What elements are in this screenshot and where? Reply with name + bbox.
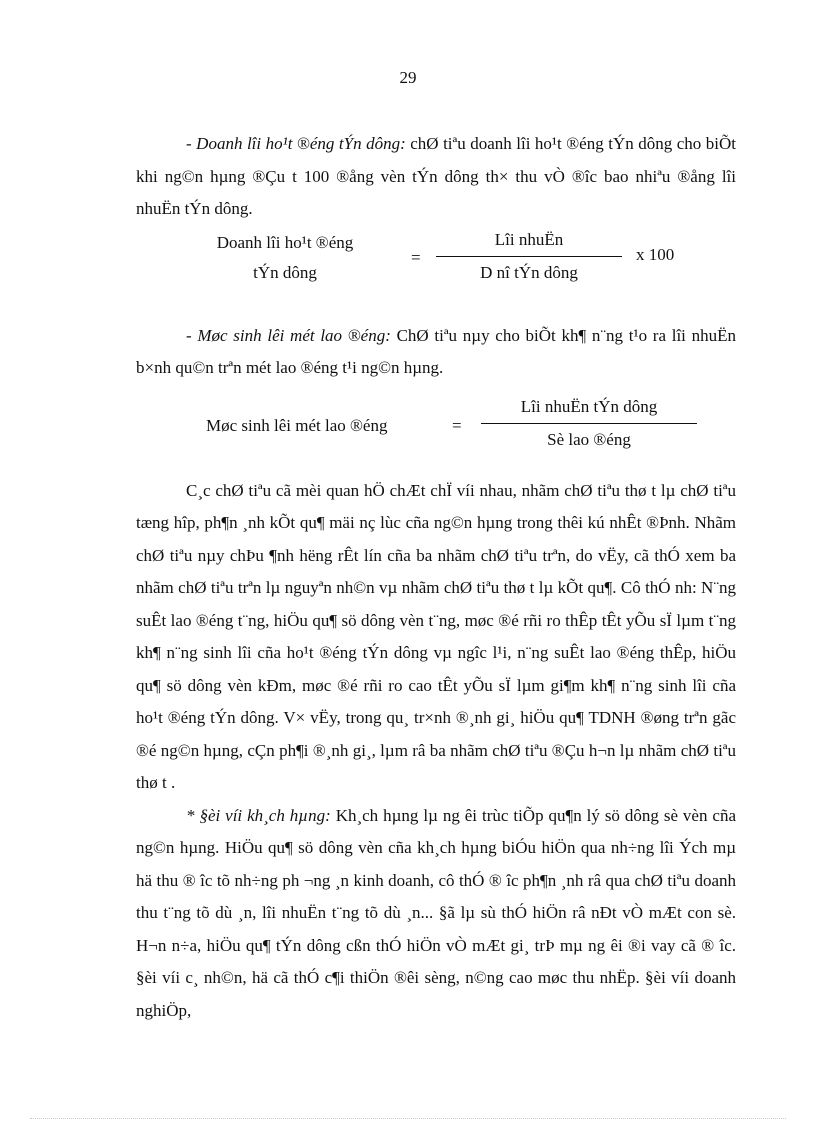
formula-lhs <box>200 228 370 288</box>
paragraph-labor-profit <box>136 320 736 385</box>
formula-lhs-line1: Doanh lîi ho¹t ®éng <box>216 232 354 252</box>
formula-equals: = <box>411 247 421 267</box>
paragraph-text: ChØ tiªu nµy cho biÕt kh¶ n¨ng t¹o ra lîi nhuËn b×nh qu©n trªn mét lao ®éng t¹i ng©n hµng. <box>136 325 736 377</box>
term-credit-profitability: - Doanh lîi ho¹t ®éng tÝn dông: <box>186 134 406 153</box>
formula-fraction <box>436 226 622 287</box>
formula-equals: = <box>452 415 462 435</box>
formula-fraction <box>481 393 697 454</box>
term-customers: * §èi víi kh¸ch hµng: <box>186 805 331 825</box>
page-number: 29 <box>399 68 417 87</box>
page-bottom-border <box>30 1118 786 1119</box>
fraction-bar <box>481 423 697 424</box>
page-body <box>136 128 736 1027</box>
formula-lhs-line2: tÝn dông <box>253 262 317 282</box>
formula-labor-profit <box>136 389 736 469</box>
paragraph-credit-profitability <box>136 128 736 226</box>
fraction-bar <box>436 256 622 257</box>
paragraph-text: chØ tiªu doanh lîi ho¹t ®éng tÝn dông cho biÕt khi ng©n hµng ®Çu t 100 ®ång vèn tÝn dông th× thu vÒ ®îc bao nhiªu ®ång lîi nhuËn tÝn dông. <box>136 134 736 218</box>
paragraph-indicator-relations: C¸c chØ tiªu cã mèi quan hÖ chÆt chÏ víi nhau, nhãm chØ tiªu thø t lµ chØ tiªu tæng hîp, ph¶n ¸nh kÕt qu¶ mäi nç lùc cña ng©n hµng trong thêi kú nhÊt ®Þnh. Nhãm chØ tiªu nµy chÞu ¶nh hëng rÊt lín cña ba nhãm chØ tiªu trªn, do vËy, cã thÓ xem ba nhãm chØ tiªu trªn lµ nguyªn nh©n vµ nhãm chØ tiªu thø t lµ kÕt qu¶. Cô thÓ nh: N¨ng suÊt lao ®éng t¨ng, hiÖu qu¶ sö dông vèn t¨ng, møc ®é rñi ro thÊp tÊt yÕu sÏ lµm t¨ng kh¶ n¨ng sinh lîi cña ho¹t ®éng tÝn dông vµ ngîc l¹i, n¨ng suÊt lao ®éng thÊp, hiÖu qu¶ sö dông vèn kÐm, møc ®é rñi ro cao tÊt yÕu sÏ lµm gi¶m kh¶ n¨ng sinh lîi cña ho¹t ®éng tÝn dông. V× vËy, trong qu¸ tr×nh ®¸nh gi¸ hiÖu qu¶ TDNH ®øng trªn gãc ®é ng©n hµng, cÇn ph¶i ®¸nh gi¸, lµm râ ba nhãm chØ tiªu ®Çu h¬n lµ nhãm chØ tiªu thø t . <box>136 480 736 792</box>
formula-denominator: D nî tÝn dông <box>480 262 578 282</box>
paragraph-text: Kh¸ch hµng lµ ng êi trùc tiÕp qu¶n lý sö dông sè vèn cña ng©n hµng. HiÖu qu¶ sö dông vèn cña kh¸ch hµng biÓu hiÖn qua nh÷ng lîi Ých mµ hä thu ® îc tõ nh÷ng ph ¬ng ¸n kinh doanh, cô thÓ ® îc ph¶n ¸nh râ qua chØ tiªu doanh thu t¨ng tõ dù ¸n, lîi nhuËn t¨ng tõ dù ¸n... §ã lµ sù thÓ hiÖn râ nÐt vÒ mÆt con sè. H¬n n÷a, hiÖu qu¶ tÝn dông cßn thÓ hiÖn vÒ mÆt gi¸ trÞ mµ ng êi ®i vay cã ® îc. §èi víi c¸ nh©n, hä cã thÓ c¶i thiÖn ®êi sèng, n©ng cao møc thu nhËp. §èi víi doanh nghiÖp, <box>136 805 737 1020</box>
formula-numerator: Lîi nhuËn <box>494 229 564 249</box>
formula-multiplier: x 100 <box>636 244 675 264</box>
formula-numerator: Lîi nhuËn tÝn dông <box>520 396 658 416</box>
formula-lhs: Møc sinh lêi mét lao ®éng <box>206 415 388 435</box>
formula-denominator: Sè lao ®éng <box>547 429 631 449</box>
paragraph-customers <box>136 800 736 1028</box>
term-labor-profit: - Møc sinh lêi mét lao ®éng: <box>186 325 391 345</box>
formula-credit-profitability <box>136 226 736 298</box>
